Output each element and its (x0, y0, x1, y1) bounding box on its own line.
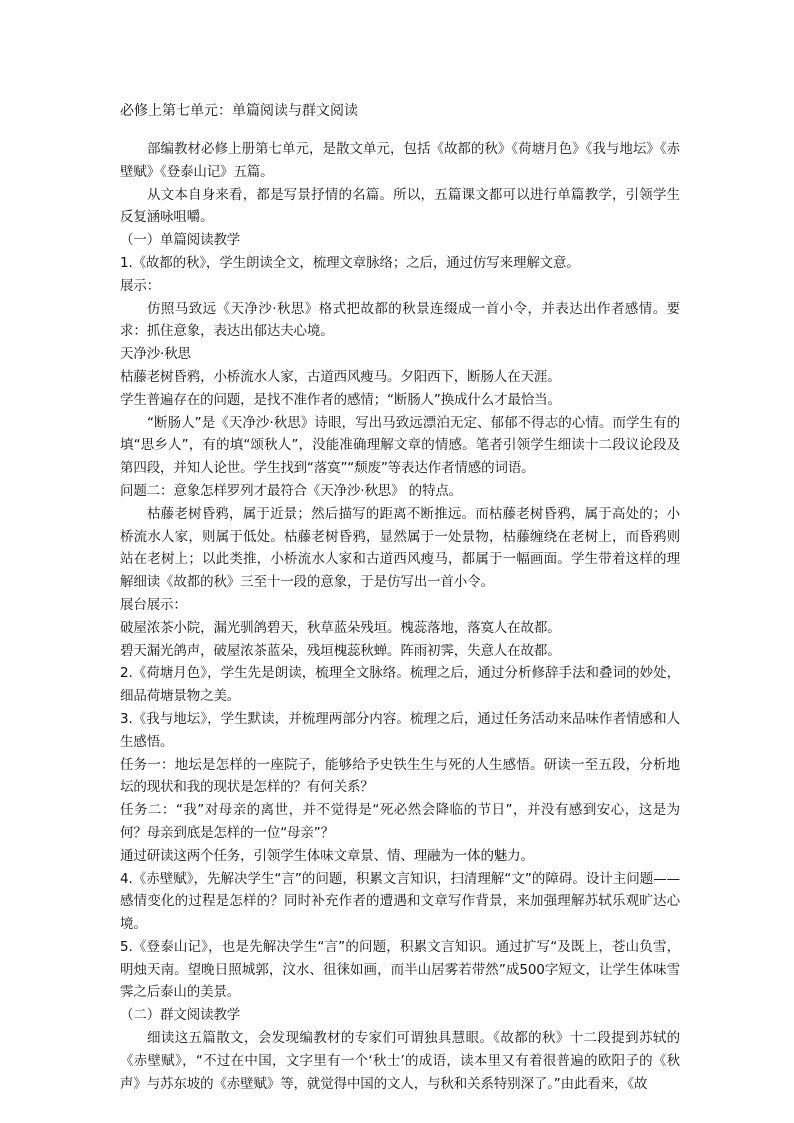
paragraph: 枯藤老树昏鸦，小桥流水人家，古道西风瘦马。夕阳西下，断肠人在天涯。 (120, 368, 561, 385)
paragraph: （一）单篇阅读教学 (120, 232, 241, 249)
paragraph: 通过研读这两个任务，引领学生体味文章景、情、理融为一体的魅力。 (120, 847, 534, 864)
document-body (120, 138, 680, 1095)
paragraph: “断肠人”是《天净沙·秋思》诗眼，写出马致远漂泊无定、郁郁不得志的心情。而学生有的填“思乡人”，有的填“颂秋人”，没能准确理解文章的情感。笔者引领学生细读十二段议论段及第四段，并知人论世。学生找到“落寞”“颓废”等表达作者情感的词语。 (120, 414, 680, 477)
paragraph: 天净沙·秋思 (120, 346, 191, 363)
paragraph: 破屋浓茶小院，漏光驯鸽碧天，秋草蓝朵残垣。槐蕊落地，落寞人在故都。 (120, 619, 561, 636)
paragraph: 细读这五篇散文，会发现编教材的专家们可谓独具慧眼。《故都的秋》十二段提到苏轼的《赤壁赋》，“不过在中国，文字里有一个‘秋士’的成语，读本里又有着很普遍的欧阳子的《秋声》与苏东坡的《赤壁赋》等，就觉得中国的文人，与秋和关系特别深了。”由此看来，《故 (120, 1030, 680, 1092)
paragraph: 展示： (120, 277, 161, 294)
paragraph: 5.《登泰山记》，也是先解决学生“言”的问题，积累文言知识。通过扩写“及既上，苍山负雪，明烛天南。望晚日照城郭，汶水、徂徕如画，而半山居雾若带然”成500字短文，让学生体味雪霁之后泰山的美景。 (120, 938, 680, 1001)
paragraph: 碧天漏光鸽声，破屋浓茶蓝朵，残垣槐蕊秋蝉。阵雨初霁，失意人在故都。 (120, 642, 561, 659)
paragraph: 学生普遍存在的问题，是找不准作者的感情；“断肠人”换成什么才最恰当。 (120, 391, 561, 408)
paragraph: 3.《我与地坛》，学生默读，并梳理两部分内容。梳理之后，通过任务活动来品味作者情感和人生感悟。 (120, 710, 680, 750)
paragraph: 任务二：“我”对母亲的离世，并不觉得是“死必然会降临的节日”，并没有感到安心，这是为何？母亲到底是怎样的一位“母亲”？ (120, 802, 680, 841)
paragraph: 从文本自身来看，都是写景抒情的名篇。所以，五篇课文都可以进行单篇教学，引领学生反复涵咏咀嚼。 (120, 186, 680, 226)
paragraph: 问题二：意象怎样罗列才最符合《天净沙·秋思》 的特点。 (120, 482, 463, 499)
paragraph: 枯藤老树昏鸦，属于近景；然后描写的距离不断推远。而枯藤老树昏鸦，属于高处的；小桥流水人家，则属于低处。枯藤老树昏鸦，显然属于一处景物，枯藤缠绕在老树上，而昏鸦则站在老树上；以此类推，小桥流水人家和古道西风瘦马，都属于一幅画面。学生带着这样的理解细读《故都的秋》三至十一段的意象，于是仿写出一首小令。 (120, 505, 680, 591)
paragraph: 仿照马致远《天净沙·秋思》格式把故都的秋景连缀成一首小令，并表达出作者感情。要求：抓住意象，表达出郁达夫心境。 (120, 300, 680, 340)
paragraph: 4.《赤壁赋》，先解决学生“言”的问题，积累文言知识，扫清理解“文”的障碍。设计主问题——感情变化的过程是怎样的？同时补充作者的遭遇和文章写作背景，来加强理解苏轼乐观旷达心境。 (120, 870, 680, 933)
paragraph: （二）群文阅读教学 (120, 1007, 241, 1024)
document-title: 必修上第七单元：单篇阅读与群文阅读 (120, 103, 358, 119)
paragraph: 2.《荷塘月色》，学生先是朗读，梳理全文脉络。梳理之后，通过分析修辞手法和叠词的妙处，细品荷塘景物之美。 (120, 665, 680, 705)
paragraph: 部编教材必修上册第七单元，是散文单元，包括《故都的秋》《荷塘月色》《我与地坛》《赤壁赋》《登泰山记》五篇。 (120, 141, 680, 180)
paragraph: 任务一：地坛是怎样的一座院子，能够给予史铁生生与死的人生感悟。研读一至五段，分析地坛的现状和我的现状是怎样的？有何关系？ (120, 756, 680, 796)
paragraph: 1.《故都的秋》，学生朗读全文，梳理文章脉络；之后，通过仿写来理解文意。 (120, 254, 580, 271)
paragraph: 展台展示： (120, 596, 187, 613)
